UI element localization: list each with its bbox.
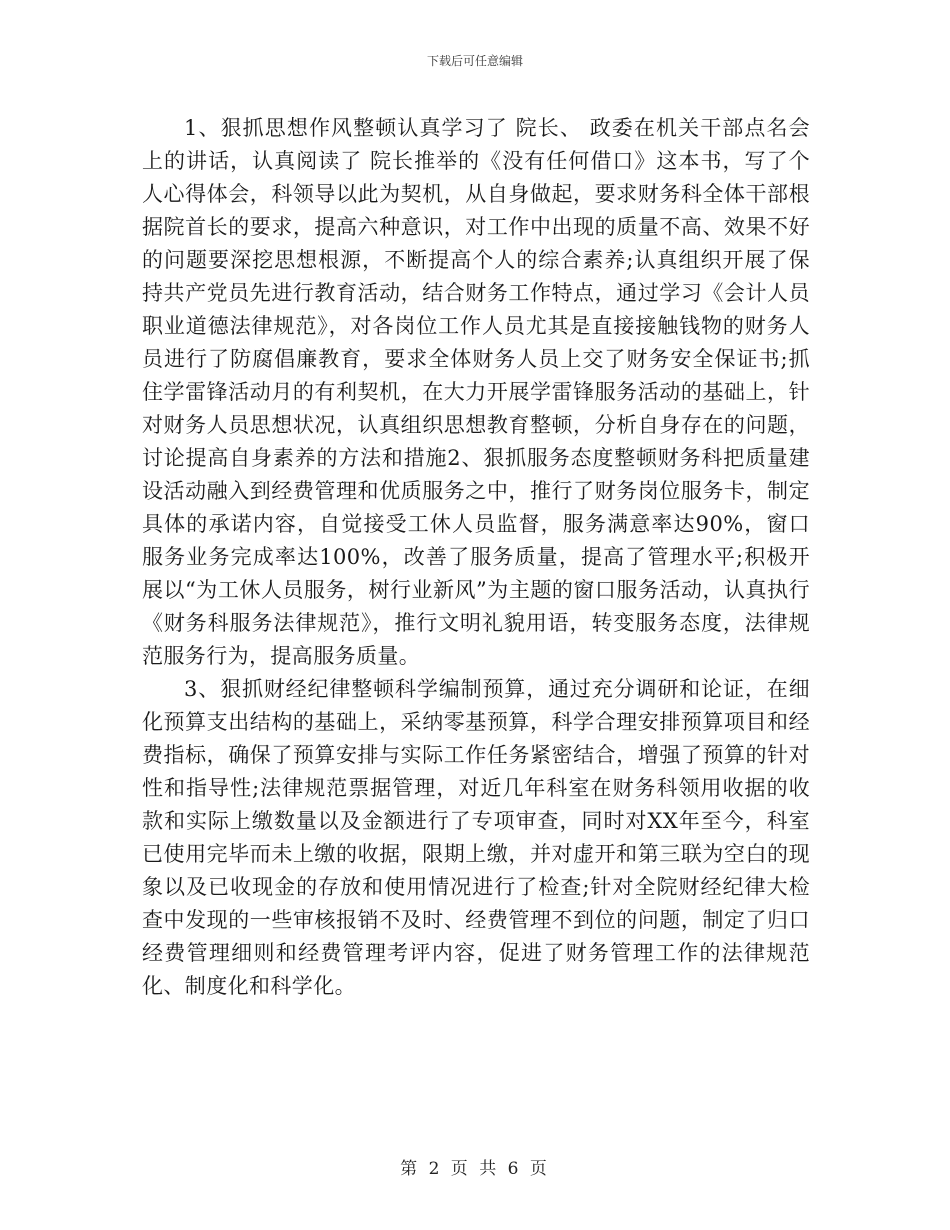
- page-footer: 第 2 页 共 6 页: [400, 1159, 550, 1179]
- paragraph-2: 3、狠抓财经纪律整顿科学编制预算，通过充分调研和论证，在细化预算支出结构的基础上，采纳零基预算，科学合理安排预算项目和经费指标，确保了预算安排与实际工作任务紧密结合，增强了预算的针对性和指导性;法律规范票据管理，对近几年科室在财务科领用收据的收款和实际上缴数量以及金额进行了专项审查，同时对XX年至今，科室已使用完毕而未上缴的收据，限期上缴，并对虚开和第三联为空白的现象以及已收现金的存放和使用情况进行了检查;针对全院财经纪律大检查中发现的一些审核报销不及时、经费管理不到位的问题，制定了归口经费管理细则和经费管理考评内容，促进了财务管理工作的法律规范化、制度化和科学化。: [142, 677, 810, 998]
- body-text: [142, 112, 810, 1003]
- header-note: 下载后可任意编辑: [426, 54, 523, 68]
- paragraph-1: 1、狠抓思想作风整顿认真学习了 院长、 政委在机关干部点名会上的讲话，认真阅读了 院长推举的《没有任何借口》这本书，写了个人心得体会，科领导以此为契机，从自身做起，要求财务科全体干部根据院首长的要求，提高六种意识，对工作中出现的质量不高、效果不好的问题要深挖思想根源，不断提高个人的综合素养;认真组织开展了保持共产党员先进行教育活动，结合财务工作特点，通过学习《会计人员职业道德法律规范》，对各岗位工作人员尤其是直接接触钱物的财务人员进行了防腐倡廉教育，要求全体财务人员上交了财务安全保证书;抓住学雷锋活动月的有利契机，在大力开展学雷锋服务活动的基础上，针对财务人员思想状况，认真组织思想教育整顿，分析自身存在的问题，讨论提高自身素养的方法和措施2、狠抓服务态度整顿财务科把质量建设活动融入到经费管理和优质服务之中，推行了财务岗位服务卡，制定具体的承诺内容，自觉接受工休人员监督，服务满意率达90%，窗口服务业务完成率达100%，改善了服务质量，提高了管理水平;积极开展以“为工休人员服务，树行业新风”为主题的窗口服务活动，认真执行《财务科服务法律规范》，推行文明礼貌用语，转变服务态度，法律规范服务行为，提高服务质量。: [142, 116, 810, 668]
